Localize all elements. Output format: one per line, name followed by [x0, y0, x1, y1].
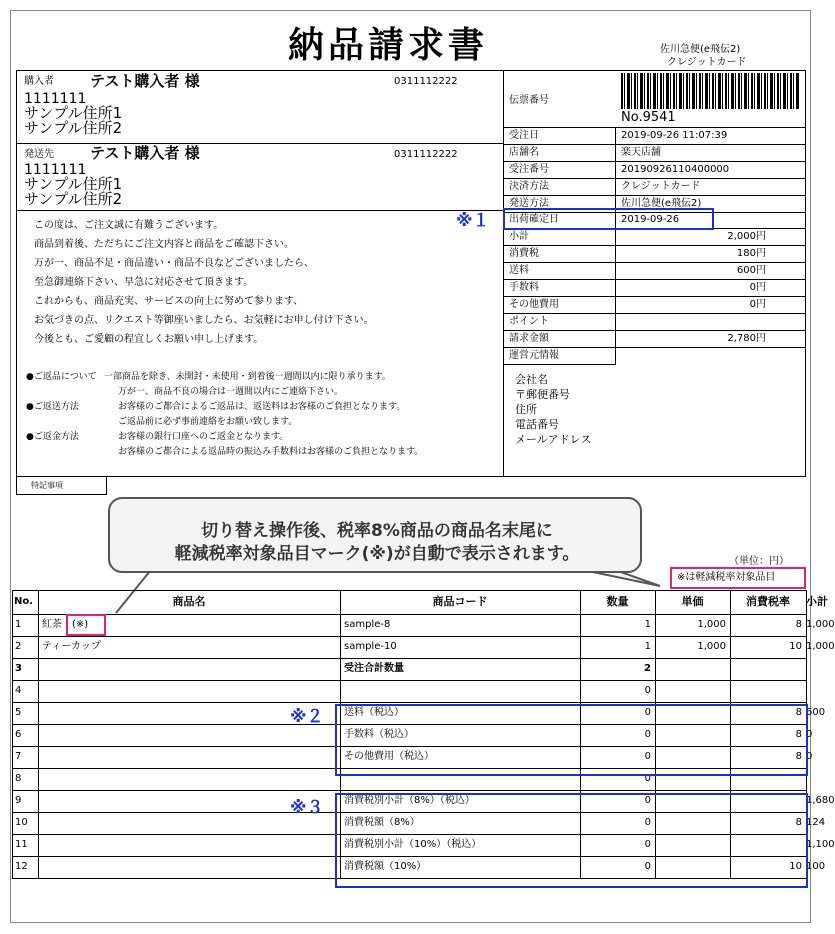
table-cell-col-subtotal: 1,680	[806, 795, 835, 806]
shipto-name: テスト購入者 様	[90, 144, 200, 162]
amount-value: 0円	[749, 282, 766, 293]
carrier-name: 佐川急便(e飛伝2)	[660, 44, 741, 55]
return-shipping-label: ●ご返送方法	[26, 402, 79, 412]
table-cell-col-product-code: 手数料（税込）	[344, 729, 414, 740]
info-value-order-date: 2019-09-26 11:07:39	[621, 130, 728, 141]
table-cell-col-subtotal: 0	[806, 729, 813, 740]
buyer-address-2: サンプル住所2	[24, 119, 123, 137]
amount-label: ポイント	[509, 316, 549, 327]
table-cell-col-quantity: 0	[644, 839, 651, 850]
table-cell-col-product-name: ティーカップ	[42, 641, 101, 652]
note-marker-3: ※３	[290, 798, 324, 818]
table-cell-col-product-code: 消費税別小計（10%）（税込）	[344, 839, 482, 850]
callout-line-2: 軽減税率対象品目マーク(※)が自動で表示されます。	[174, 544, 580, 564]
table-rule	[12, 590, 807, 591]
buyer-postal: 1111111	[24, 91, 87, 107]
note-marker-1: ※１	[456, 211, 490, 231]
table-cell-col-unit-price: 1,000	[697, 619, 726, 630]
operator-email: メールアドレス	[515, 433, 592, 446]
table-cell-col-product-code: 消費税別小計（8%）（税込）	[344, 795, 475, 806]
table-rule	[12, 790, 807, 791]
table-cell-col-product-code: sample-8	[344, 619, 391, 630]
table-cell-col-quantity: 0	[644, 773, 651, 784]
info-value-shipping: 佐川急便(e飛伝2)	[621, 198, 702, 209]
tax-summary-highlight	[335, 793, 808, 888]
table-cell-col-subtotal: 124	[806, 817, 826, 828]
info-label-order-number: 受注番号	[509, 164, 549, 175]
operator-postal: 〒郵便番号	[515, 388, 570, 401]
table-header-col-quantity: 数量	[606, 595, 629, 608]
table-header-col-tax-rate: 消費税率	[746, 595, 790, 608]
table-cell-col-quantity: 0	[644, 729, 651, 740]
slip-number: No.9541	[621, 110, 676, 125]
info-value-ship-date: 2019-09-26	[621, 214, 680, 225]
info-label-shipping: 発送方法	[509, 198, 549, 209]
shipto-label: 発送先	[24, 149, 54, 160]
shipto-address-2: サンプル住所2	[24, 190, 123, 208]
table-cell-col-subtotal: 100	[806, 861, 826, 872]
return-shipping-text: ご返品前に必ず事前連絡をお願い致します。	[118, 417, 298, 427]
table-cell-col-no: 2	[15, 641, 22, 652]
buyer-name: テスト購入者 様	[90, 72, 200, 90]
amount-value: 180円	[736, 248, 766, 259]
table-cell-col-no: 12	[15, 861, 28, 872]
amount-value: 2,000円	[727, 231, 766, 242]
return-policy-label: ●ご返品について	[26, 372, 97, 382]
table-cell-col-no: 8	[15, 773, 22, 784]
table-cell-col-tax-rate: 10	[789, 641, 802, 652]
amount-value: 600円	[736, 265, 766, 276]
table-rule	[12, 636, 807, 637]
slip-number-label: 伝票番号	[509, 95, 549, 106]
greeting-line: 至急御連絡下さい、早急に対応させて頂きます。	[34, 277, 254, 288]
shipto-phone: 0311112222	[394, 149, 458, 160]
table-cell-col-quantity: 1	[644, 619, 651, 630]
info-value-shop: 楽天店舗	[621, 147, 661, 158]
table-cell-col-quantity: 0	[644, 707, 651, 718]
table-rule	[12, 702, 807, 703]
amount-label: その他費用	[509, 299, 559, 310]
table-rule	[12, 614, 807, 615]
table-rule	[12, 590, 13, 878]
greeting-line: お気づきの点、リクエスト等御座いましたら、お気軽にお申し付け下さい。	[34, 315, 374, 326]
amount-label: 請求金額	[509, 333, 549, 344]
table-header-col-unit-price: 単価	[681, 595, 704, 608]
return-shipping-text: お客様のご都合によるご返品は、返送料はお客様のご負担となります。	[118, 402, 406, 412]
table-cell-col-quantity: 0	[644, 817, 651, 828]
table-cell-col-tax-rate: 8	[795, 707, 802, 718]
table-cell-col-product-name: 紅茶	[42, 619, 62, 630]
table-cell-col-tax-rate: 8	[795, 619, 802, 630]
callout-bubble	[108, 497, 642, 573]
table-rule	[12, 680, 807, 681]
table-cell-col-no: 10	[15, 817, 28, 828]
shipto-postal: 1111111	[24, 162, 87, 178]
info-value-order-number: 20190926110400000	[621, 164, 730, 175]
reduced-mark-highlight	[66, 614, 106, 636]
operator-phone: 電話番号	[515, 418, 559, 431]
table-cell-col-product-code: 受注合計数量	[344, 663, 404, 674]
operator-address: 住所	[515, 403, 537, 416]
document-title: 納品請求書	[288, 25, 489, 66]
table-cell-col-quantity: 0	[644, 751, 651, 762]
amount-label: 小計	[509, 231, 529, 242]
table-cell-col-no: 1	[15, 619, 22, 630]
operator-company: 会社名	[515, 373, 548, 386]
table-cell-col-no: 11	[15, 839, 28, 850]
greeting-line: 今後とも、ご愛顧の程宜しくお願い申し上げます。	[34, 334, 264, 345]
table-cell-col-subtotal: 600	[806, 707, 826, 718]
info-label-shop: 店舗名	[509, 147, 539, 158]
greeting-line: 万が一、商品不足・商品違い・商品不良などございましたら、	[34, 258, 314, 269]
reduced-note-highlight	[670, 567, 806, 589]
table-cell-col-subtotal: 1,000	[806, 641, 835, 652]
reduced-tax-mark: (※)	[72, 619, 89, 630]
special-notes-label: 特記事項	[31, 481, 63, 490]
buyer-label: 購入者	[24, 76, 54, 87]
amount-value: 2,780円	[727, 333, 766, 344]
info-value-payment: クレジットカード	[621, 181, 701, 192]
refund-text: お客様のご都合による返品時の振込み手数料はお客様のご負担となります。	[118, 447, 424, 457]
unit-label: （単位：円）	[729, 556, 789, 567]
table-cell-col-product-code: 送料（税込）	[344, 707, 404, 718]
return-policy-text: 一部商品を除き、未開封・未使用・到着後一週間以内に限り承ります。	[104, 372, 391, 382]
info-label-ship-date: 出荷確定日	[509, 214, 559, 225]
table-header-col-subtotal: 小計	[806, 595, 828, 608]
table-cell-col-quantity: 2	[644, 663, 651, 674]
table-cell-col-quantity: 0	[644, 685, 651, 696]
table-cell-col-no: 4	[15, 685, 22, 696]
greeting-line: これからも、商品充実、サービスの向上に努めて参ります、	[34, 296, 304, 307]
amount-label: 手数料	[509, 282, 539, 293]
refund-text: お客様の銀行口座へのご返金となります。	[118, 432, 289, 442]
amount-label: 送料	[509, 265, 529, 276]
table-cell-col-subtotal: 0	[806, 751, 813, 762]
buyer-phone: 0311112222	[394, 76, 458, 87]
info-label-payment: 決済方法	[509, 181, 549, 192]
amount-label: 運営元情報	[509, 350, 559, 361]
fees-highlight	[335, 704, 808, 776]
table-cell-col-tax-rate: 8	[795, 729, 802, 740]
table-cell-col-no: 5	[15, 707, 22, 718]
carrier-payment: クレジットカード	[667, 57, 747, 68]
table-rule	[38, 590, 39, 878]
refund-label: ●ご返金方法	[26, 432, 79, 442]
shipto-address-1: サンプル住所1	[24, 175, 123, 193]
table-cell-col-quantity: 0	[644, 861, 651, 872]
table-cell-col-no: 9	[15, 795, 22, 806]
table-cell-col-tax-rate: 8	[795, 751, 802, 762]
table-cell-col-unit-price: 1,000	[697, 641, 726, 652]
table-header-col-no: No.	[14, 596, 34, 607]
table-cell-col-product-code: その他費用（税込）	[344, 751, 434, 762]
table-cell-col-product-code: 消費税額（8%）	[344, 817, 420, 828]
reduced-tax-note: ※は軽減税率対象品目	[677, 572, 776, 583]
table-cell-col-quantity: 0	[644, 795, 651, 806]
table-header-col-product-name: 商品名	[172, 595, 206, 608]
note-marker-2: ※２	[290, 707, 324, 727]
table-cell-col-tax-rate: 10	[789, 861, 802, 872]
callout-line-1: 切り替え操作後、税率8%商品の商品名末尾に	[201, 521, 553, 541]
table-cell-col-product-code: 消費税額（10%）	[344, 861, 427, 872]
amount-label: 消費税	[509, 248, 539, 259]
table-rule	[12, 658, 807, 659]
greeting-line: この度は、ご注文誠に有難うございます。	[34, 220, 224, 231]
amount-value: 0円	[749, 299, 766, 310]
table-cell-col-tax-rate: 8	[795, 817, 802, 828]
greeting-line: 商品到着後、ただちにご注文内容と商品をご確認下さい。	[34, 239, 294, 250]
table-cell-col-product-code: sample-10	[344, 641, 397, 652]
info-label-order-date: 受注日	[509, 130, 539, 141]
buyer-address-1: サンプル住所1	[24, 104, 123, 122]
table-cell-col-subtotal: 1,100	[806, 839, 835, 850]
table-cell-col-no: 3	[15, 663, 22, 674]
table-header-col-product-code: 商品コード	[432, 595, 488, 608]
table-cell-col-subtotal: 1,000	[806, 619, 835, 630]
table-cell-col-no: 6	[15, 729, 22, 740]
table-cell-col-quantity: 1	[644, 641, 651, 652]
table-cell-col-no: 7	[15, 751, 22, 762]
return-policy-text: 万が一、商品不良の場合は一週間以内にご連絡下さい。	[118, 387, 344, 397]
